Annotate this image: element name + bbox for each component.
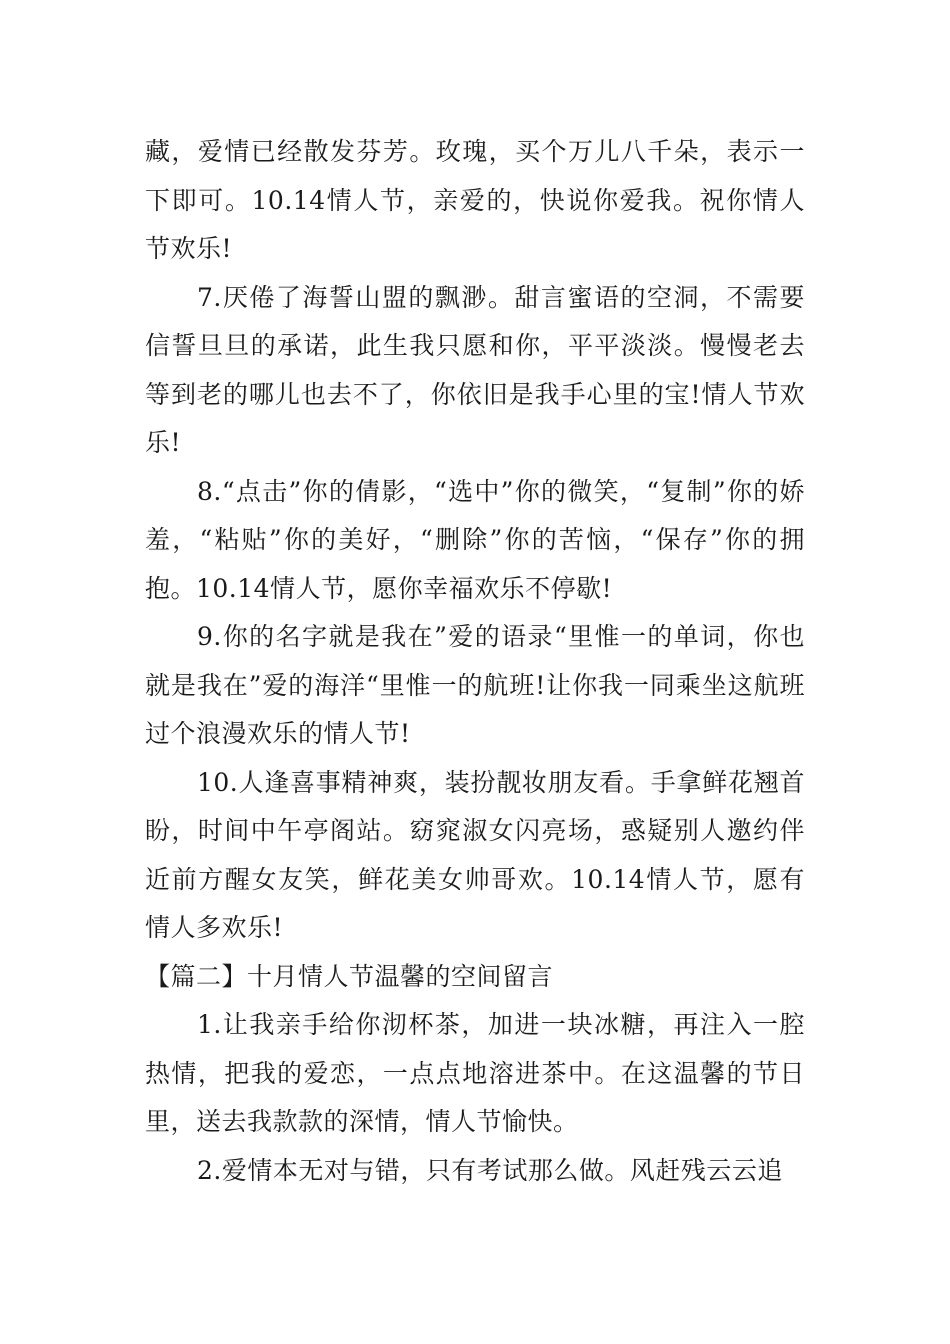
- paragraph-item-9: 9.你的名字就是我在”爱的语录“里惟一的单词，你也就是我在”爱的海洋“里惟一的航班!让你我一同乘坐这航班过个浪漫欢乐的情人节!: [145, 622, 805, 748]
- section-paragraph-item-1: 1.让我亲手给你沏杯茶，加进一块冰糖，再注入一腔热情，把我的爱恋，一点点地溶进茶中。在这温馨的节日里，送去我款款的深情，情人节愉快。: [145, 1010, 805, 1136]
- section-paragraph-item-2: 2.爱情本无对与错，只有考试那么做。风赶残云云追: [197, 1155, 783, 1185]
- paragraph-item-10: 10.人逢喜事精神爽，装扮靓妆朋友看。手拿鲜花翘首盼，时间中午亭阁站。窈窕淑女闪亮场，惑疑别人邀约伴近前方醒女友笑，鲜花美女帅哥欢。10.14情人节，愿有情人多欢乐!: [145, 767, 805, 942]
- section-heading: 【篇二】十月情人节温馨的空间留言: [145, 961, 554, 991]
- paragraph-item-7: 7.厌倦了海誓山盟的飘渺。甜言蜜语的空洞，不需要信誓旦旦的承诺，此生我只愿和你，平平淡淡。慢慢老去等到老的哪儿也去不了，你依旧是我手心里的宝!情人节欢乐!: [145, 282, 805, 457]
- paragraph-item-8: 8.“点击”你的倩影，“选中”你的微笑，“复制”你的娇羞，“粘贴”你的美好，“删除”你的苦恼，“保存”你的拥抱。10.14情人节，愿你幸福欢乐不停歇!: [145, 476, 805, 603]
- document-page: [145, 128, 805, 1195]
- paragraph-continued: 藏，爱情已经散发芬芳。玫瑰，买个万儿八千朵，表示一下即可。10.14情人节，亲爱的，快说你爱我。祝你情人节欢乐!: [145, 137, 805, 263]
